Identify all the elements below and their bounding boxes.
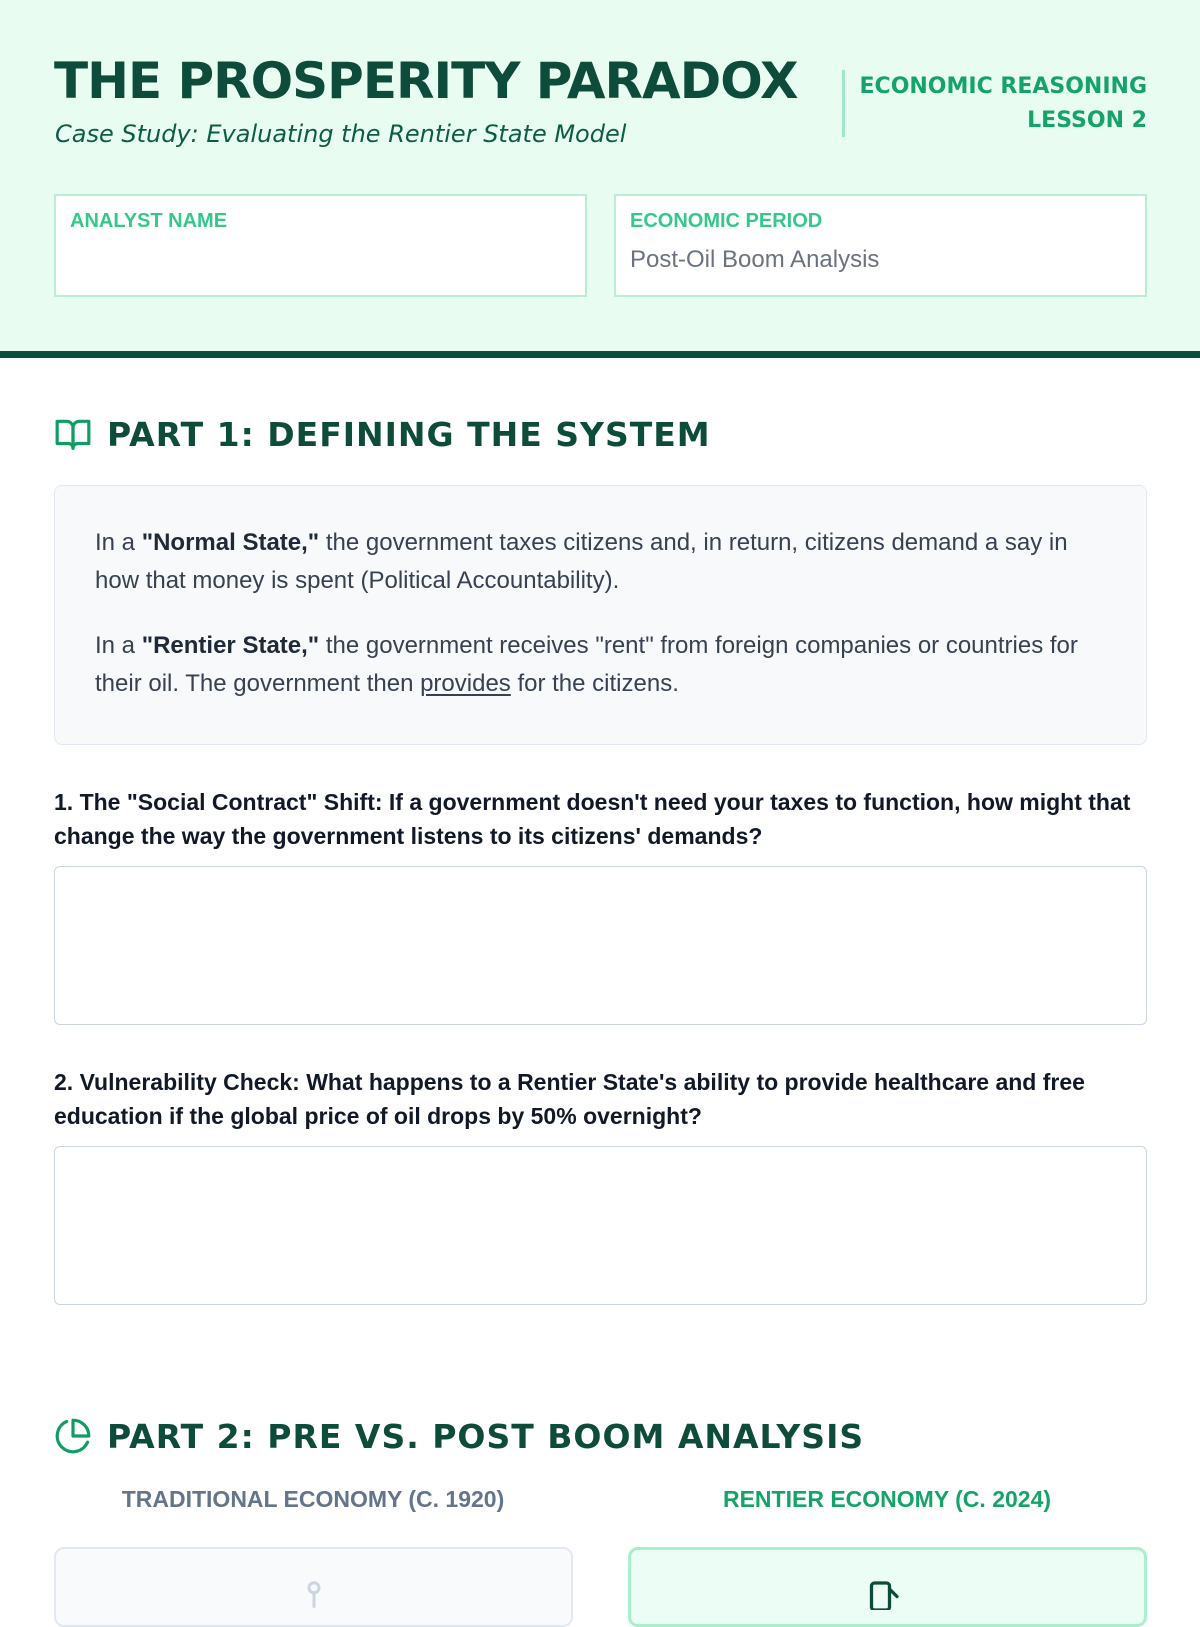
pie-chart-icon — [54, 1417, 92, 1455]
rentier-economy-card — [628, 1547, 1147, 1627]
fuel-pump-icon — [867, 1580, 909, 1610]
economic-period-label: ECONOMIC PERIOD — [630, 210, 823, 232]
book-open-icon — [54, 415, 92, 453]
part1-title: PART 1: DEFINING THE SYSTEM — [107, 414, 711, 454]
economic-period-field[interactable] — [614, 194, 1147, 297]
lesson-number: LESSON 2 — [1027, 108, 1147, 133]
provides-emphasis: provides — [420, 670, 511, 697]
traditional-economy-card — [54, 1547, 573, 1627]
rentier-state-definition: In a "Rentier State," the government receives "rent" from foreign companies or countries for their oil. The government then provides for the citizens. — [95, 632, 1078, 697]
header-rule — [0, 351, 1200, 358]
course-label — [827, 70, 1147, 138]
page-subtitle: Case Study: Evaluating the Rentier State Model — [55, 120, 627, 148]
question-1: 1. The "Social Contract" Shift: If a government doesn't need your taxes to function, how might that change the way the government listens to its citizens' demands? — [54, 789, 1131, 849]
answer-box-1[interactable] — [54, 866, 1147, 1025]
analyst-name-label: ANALYST NAME — [70, 210, 228, 232]
definition-box — [54, 485, 1147, 745]
part2-heading — [54, 1414, 864, 1458]
part1-heading — [54, 412, 711, 456]
map-pin-icon — [299, 1579, 329, 1609]
answer-box-2[interactable] — [54, 1146, 1147, 1305]
question-2: 2. Vulnerability Check: What happens to a Rentier State's ability to provide healthcare and free education if the global price of oil drops by 50% overnight? — [54, 1069, 1085, 1129]
page-title: THE PROSPERITY PARADOX — [54, 52, 798, 110]
course-name: ECONOMIC REASONING — [859, 74, 1147, 99]
part2-title: PART 2: PRE VS. POST BOOM ANALYSIS — [107, 1416, 865, 1456]
normal-state-term: "Normal State," — [141, 529, 320, 556]
normal-state-definition: In a "Normal State," the government taxes citizens and, in return, citizens demand a say in how that money is spent (Political Accountability). — [95, 529, 1068, 594]
traditional-economy-heading: TRADITIONAL ECONOMY (C. 1920) — [121, 1486, 505, 1512]
worksheet-header — [0, 0, 1200, 351]
rentier-economy-heading: RENTIER ECONOMY (C. 2024) — [722, 1486, 1052, 1512]
analyst-name-field[interactable] — [54, 194, 587, 297]
economic-period-value[interactable]: Post-Oil Boom Analysis — [630, 246, 880, 273]
rentier-state-term: "Rentier State," — [141, 632, 320, 659]
